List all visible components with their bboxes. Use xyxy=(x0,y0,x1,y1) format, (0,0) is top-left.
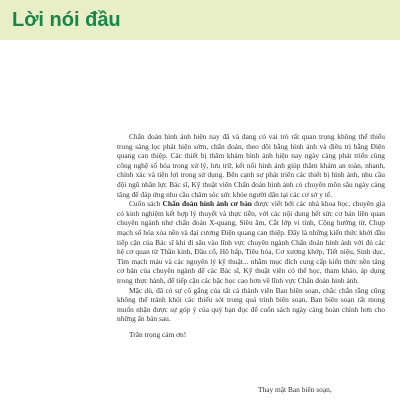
preface-paragraph-1: Chẩn đoán hình ảnh hiện nay đã và đang có vai trò rất quan trọng không thể thiếu trong sàng lọc phát hiện sớm, chẩn đoán, theo dõi bằng hình ảnh và điều trị bằng Điện quang can thiệp. Các thiết bị thăm khám hình ảnh hiện nay ngày càng phát triển cùng công nghệ số hóa trong xử lý, lưu trữ, kết nối hình ảnh giúp thăm khám an toàn, nhanh, chính xác và tiện lợi trong sử dụng. Bên cạnh sự phát triển các thiết bị hình ảnh, nhu cầu đội ngũ nhân lực Bác sĩ, Kỹ thuật viên Chẩn đoán hình ảnh có chuyên môn sâu ngày càng tăng để đáp ứng nhu cầu chăm sóc sức khỏe người dân tại các cơ sở y tế. xyxy=(117,132,385,199)
signature-line: Thay mặt Ban biên soạn, xyxy=(258,385,332,394)
thanks-line: Trân trọng cảm ơn! xyxy=(129,329,187,339)
preface-paragraph-2 xyxy=(117,199,385,285)
page-title: Lời nói đầu xyxy=(12,9,121,31)
preface-paragraph-3: Mặc dù, đã có sự cố gắng của tất cả thành viên Ban biên soạn, chắc chắn rằng cũng không thể tránh khỏi các thiếu sót trong quá trình biên soạn, Ban biên soạn rất mong muốn nhận được sự góp ý của quý bạn đọc để cuốn sách ngày càng hoàn chỉnh hơn cho những ấn bản sau. xyxy=(117,285,385,324)
book-title: Chẩn đoán hình ảnh cơ bản xyxy=(162,199,252,209)
p2-lead: Cuốn sách xyxy=(129,199,163,209)
preface-body xyxy=(117,132,385,339)
p2-rest: được viết bởi các nhà khoa học, chuyên gia có kinh nghiệm kết hợp lý thuyết và thực tiễn, với các nội dung hết sức cơ bản liên quan chuyên ngành như chẩn đoán X-quang, Siêu âm, Cắt lớp vi tính, Cộng hưởng từ, Chụp mạch số hóa xóa nền và đại cương Điện quang can thiệp. Đây là những kiến thức khởi đầu tiếp cận của Bác sĩ khi đi sâu vào lĩnh vực chuyên ngành Chẩn đoán hình ảnh với đủ các hệ cơ quan từ Thần kinh, Đầu cổ, Hô hấp, Tiêu hóa, Cơ xương khớp, Tiết niệu, Sinh dục, Tim mạch máu và các nguyên lý kỹ thuật... nhằm mục đích cung cấp kiến thức nền tảng cơ bản của chuyên ngành để các Bác sĩ, Kỹ thuật viên có thể học, tham khảo, áp dụng trong thực hành, để tiếp cận các bậc học cao hơn về lĩnh vực Chẩn đoán hình ảnh. xyxy=(117,199,385,285)
